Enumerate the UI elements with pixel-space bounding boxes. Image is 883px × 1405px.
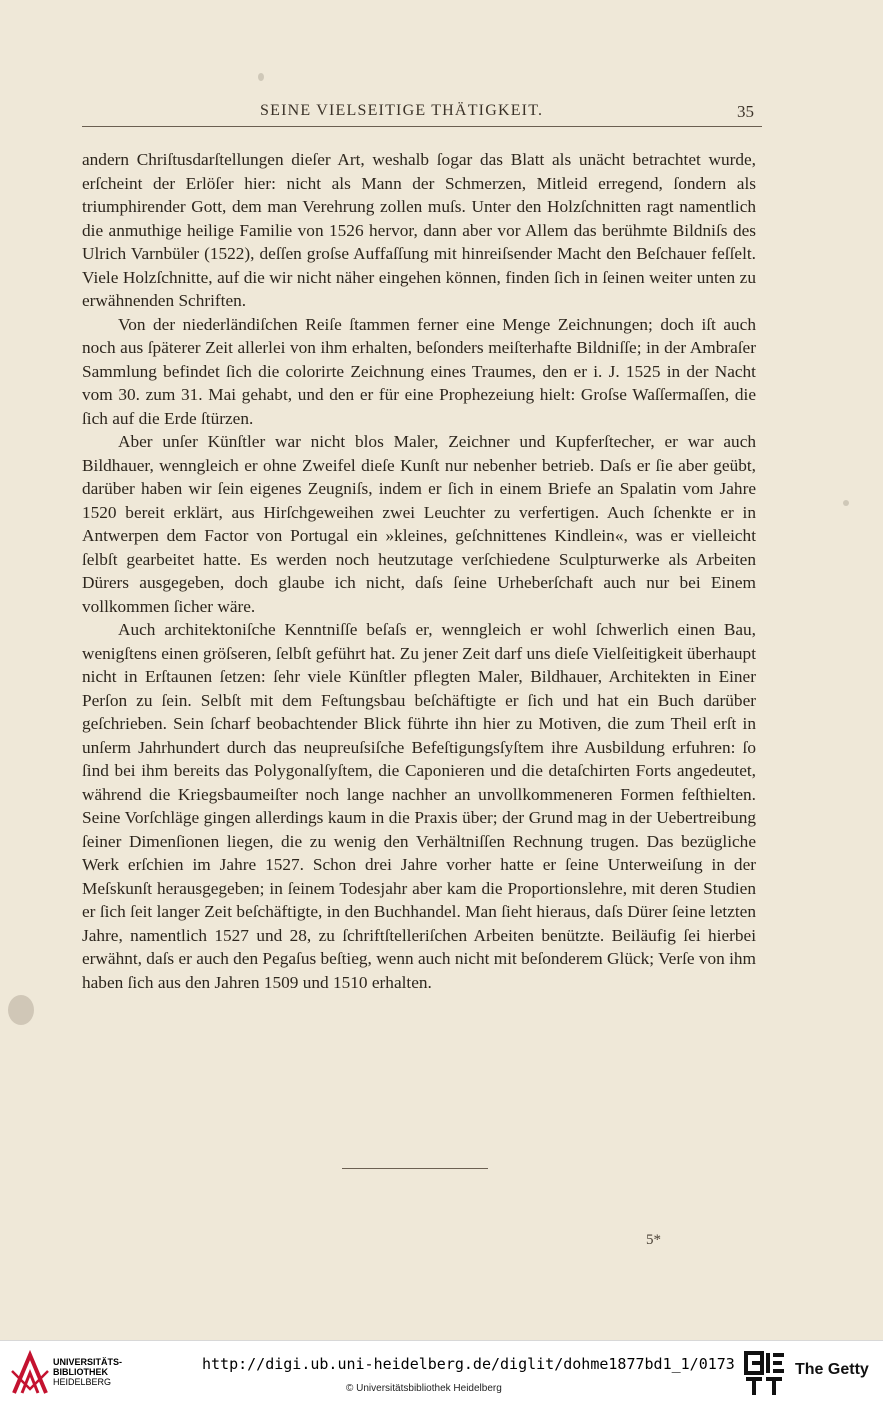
paragraph-4: Auch architektoniſche Kenntniſſe beſaſs er, wenngleich er wohl ſchwerlich einen Bau, wenigſtens einen gröſseren, ſelbſt geführt hat. Zu jener Zeit darf uns dieſe Vielſeitigkeit überhaupt nicht in Erſtaunen ſetzen: ſehr viele Künſtler pflegten Maler, Bildhauer, Architekten in Einer Perſon zu ſein. Selbſt mit dem Feſtungsbau beſchäftigte er ſich und hat ein Buch darüber geſchrieben. Sein ſcharf beobachtender Blick führte ihn hier zu Motiven, die zum Theil erſt in unſerm Jahrhundert durch das neupreuſsiſche Befeſtigungsſyſtem ihre Ausbildung erfuhren: ſo ſind bei ihm bereits das Polygonalſyſtem, die Caponieren und die detaſchirten Forts angedeutet, während die Kriegsbaumeiſter noch lange nachher an unvollkommeneren Formen feſthielten. Seine Vorſchläge gingen allerdings kaum in die Praxis über; der Grund mag in der Uebertreibung ſeiner Dimenſionen liegen, die zu wenig den Verhältniſſen Rechnung trugen. Das bezügliche Werk erſchien im Jahre 1527. Schon drei Jahre vorher hatte er ſeine Unterweiſung in der Meſskunſt herausgegeben; in ſeinem Todesjahr aber kam die Proportionslehre, mit deren Studien er ſich ſeit langer Zeit beſchäftigte, in den Buchhandel. Man ſieht hieraus, daſs Dürer ſeine letzten Jahre, namentlich 1527 und 28, zu ſchriftſtelleriſchen Arbeiten benützte. Beiläufig ſei hierbei erwähnt, daſs er auch den Pegaſus beſtieg, wenn auch nicht mit beſonderem Glück; Verſe von ihm haben ſich aus den Jahren 1509 und 1510 erhalten. — [82, 620, 756, 992]
scan-speck — [8, 995, 34, 1025]
body-text — [82, 148, 756, 994]
viewer-footer — [0, 1340, 883, 1405]
ub-heidelberg-logo-icon — [10, 1349, 50, 1397]
section-end-rule — [342, 1168, 488, 1169]
scan-speck — [258, 73, 264, 81]
paragraph-3: Aber unſer Künſtler war nicht blos Maler, Zeichner und Kupferſtecher, er war auch Bildhauer, wenngleich er ohne Zweifel dieſe Kunſt nur nebenher betrieb. Daſs er ſie aber geübt, darüber haben wir ſein eigenes Zeugniſs, indem er ſich in einem Briefe an Spalatin vom Jahre 1520 bereit erklärt, aus Hirſchgeweihen zwei Leuchter zu verfertigen. Auch ſchenkte er in Antwerpen dem Factor von Portugal ein »kleines, geſchnittenes Kindlein«, was er vielleicht ſelbſt gearbeitet hatte. Es werden noch heutzutage verſchiedene Sculpturwerke als Arbeiten Dürers ausgegeben, doch glaube ich nicht, daſs ſeine Urheberſchaft auch nur bei Einem vollkommen ſicher wäre. — [82, 432, 756, 616]
library-name-line3: HEIDELBERG — [53, 1377, 112, 1387]
copyright-notice: © Universitätsbibliothek Heidelberg — [346, 1383, 502, 1394]
library-name — [53, 1357, 122, 1387]
paragraph-2: Von der niederländiſchen Reiſe ſtammen ferner eine Menge Zeichnungen; doch iſt auch noch aus ſpäterer Zeit allerlei von ihm erhalten, beſonders meiſterhafte Bildniſſe; in der Ambraſer Sammlung befindet ſich die colorirte Zeichnung eines Traumes, den er i. J. 1525 in der Nacht vom 30. zum 31. Mai gehabt, und den er für eine Prophezeiung hielt: Groſse Waſſermaſſen, die ſich auf die Erde ſtürzen. — [82, 314, 756, 428]
header-rule — [82, 126, 762, 127]
library-name-line2: BIBLIOTHEK — [53, 1367, 108, 1377]
page-number: 35 — [737, 102, 754, 121]
library-name-line1: UNIVERSITÄTS- — [53, 1357, 123, 1367]
running-title: SEINE VIELSEITIGE THÄTIGKEIT. — [260, 102, 544, 119]
getty-label: The Getty — [795, 1361, 869, 1378]
permalink-url[interactable]: http://digi.ub.uni-heidelberg.de/diglit/dohme1877bd1_1/0173 — [202, 1355, 735, 1373]
running-header — [82, 98, 762, 128]
signature-mark: 5* — [646, 1232, 661, 1248]
scan-speck — [843, 500, 849, 506]
getty-logo-icon — [744, 1351, 786, 1397]
paragraph-1: andern Chriſtusdarſtellungen dieſer Art, weshalb ſogar das Blatt als unächt betrachtet wurde, erſcheint der Erlöſer hier: nicht als Mann der Schmerzen, Mitleid erregend, ſondern als triumphirender Gott, dem man Verehrung zollen muſs. Unter den Holzſchnitten ragt namentlich die anmuthige heilige Familie von 1526 hervor, dann aber vor Allem das berühmte Bildniſs des Ulrich Varnbüler (1522), deſſen groſse Auffaſſung mit hinreiſsender Macht den Beſchauer feſſelt. Viele Holzſchnitte, auf die wir nicht näher eingehen können, finden ſich in ſeinen weiter unten zu erwähnenden Schriften. — [82, 150, 756, 310]
